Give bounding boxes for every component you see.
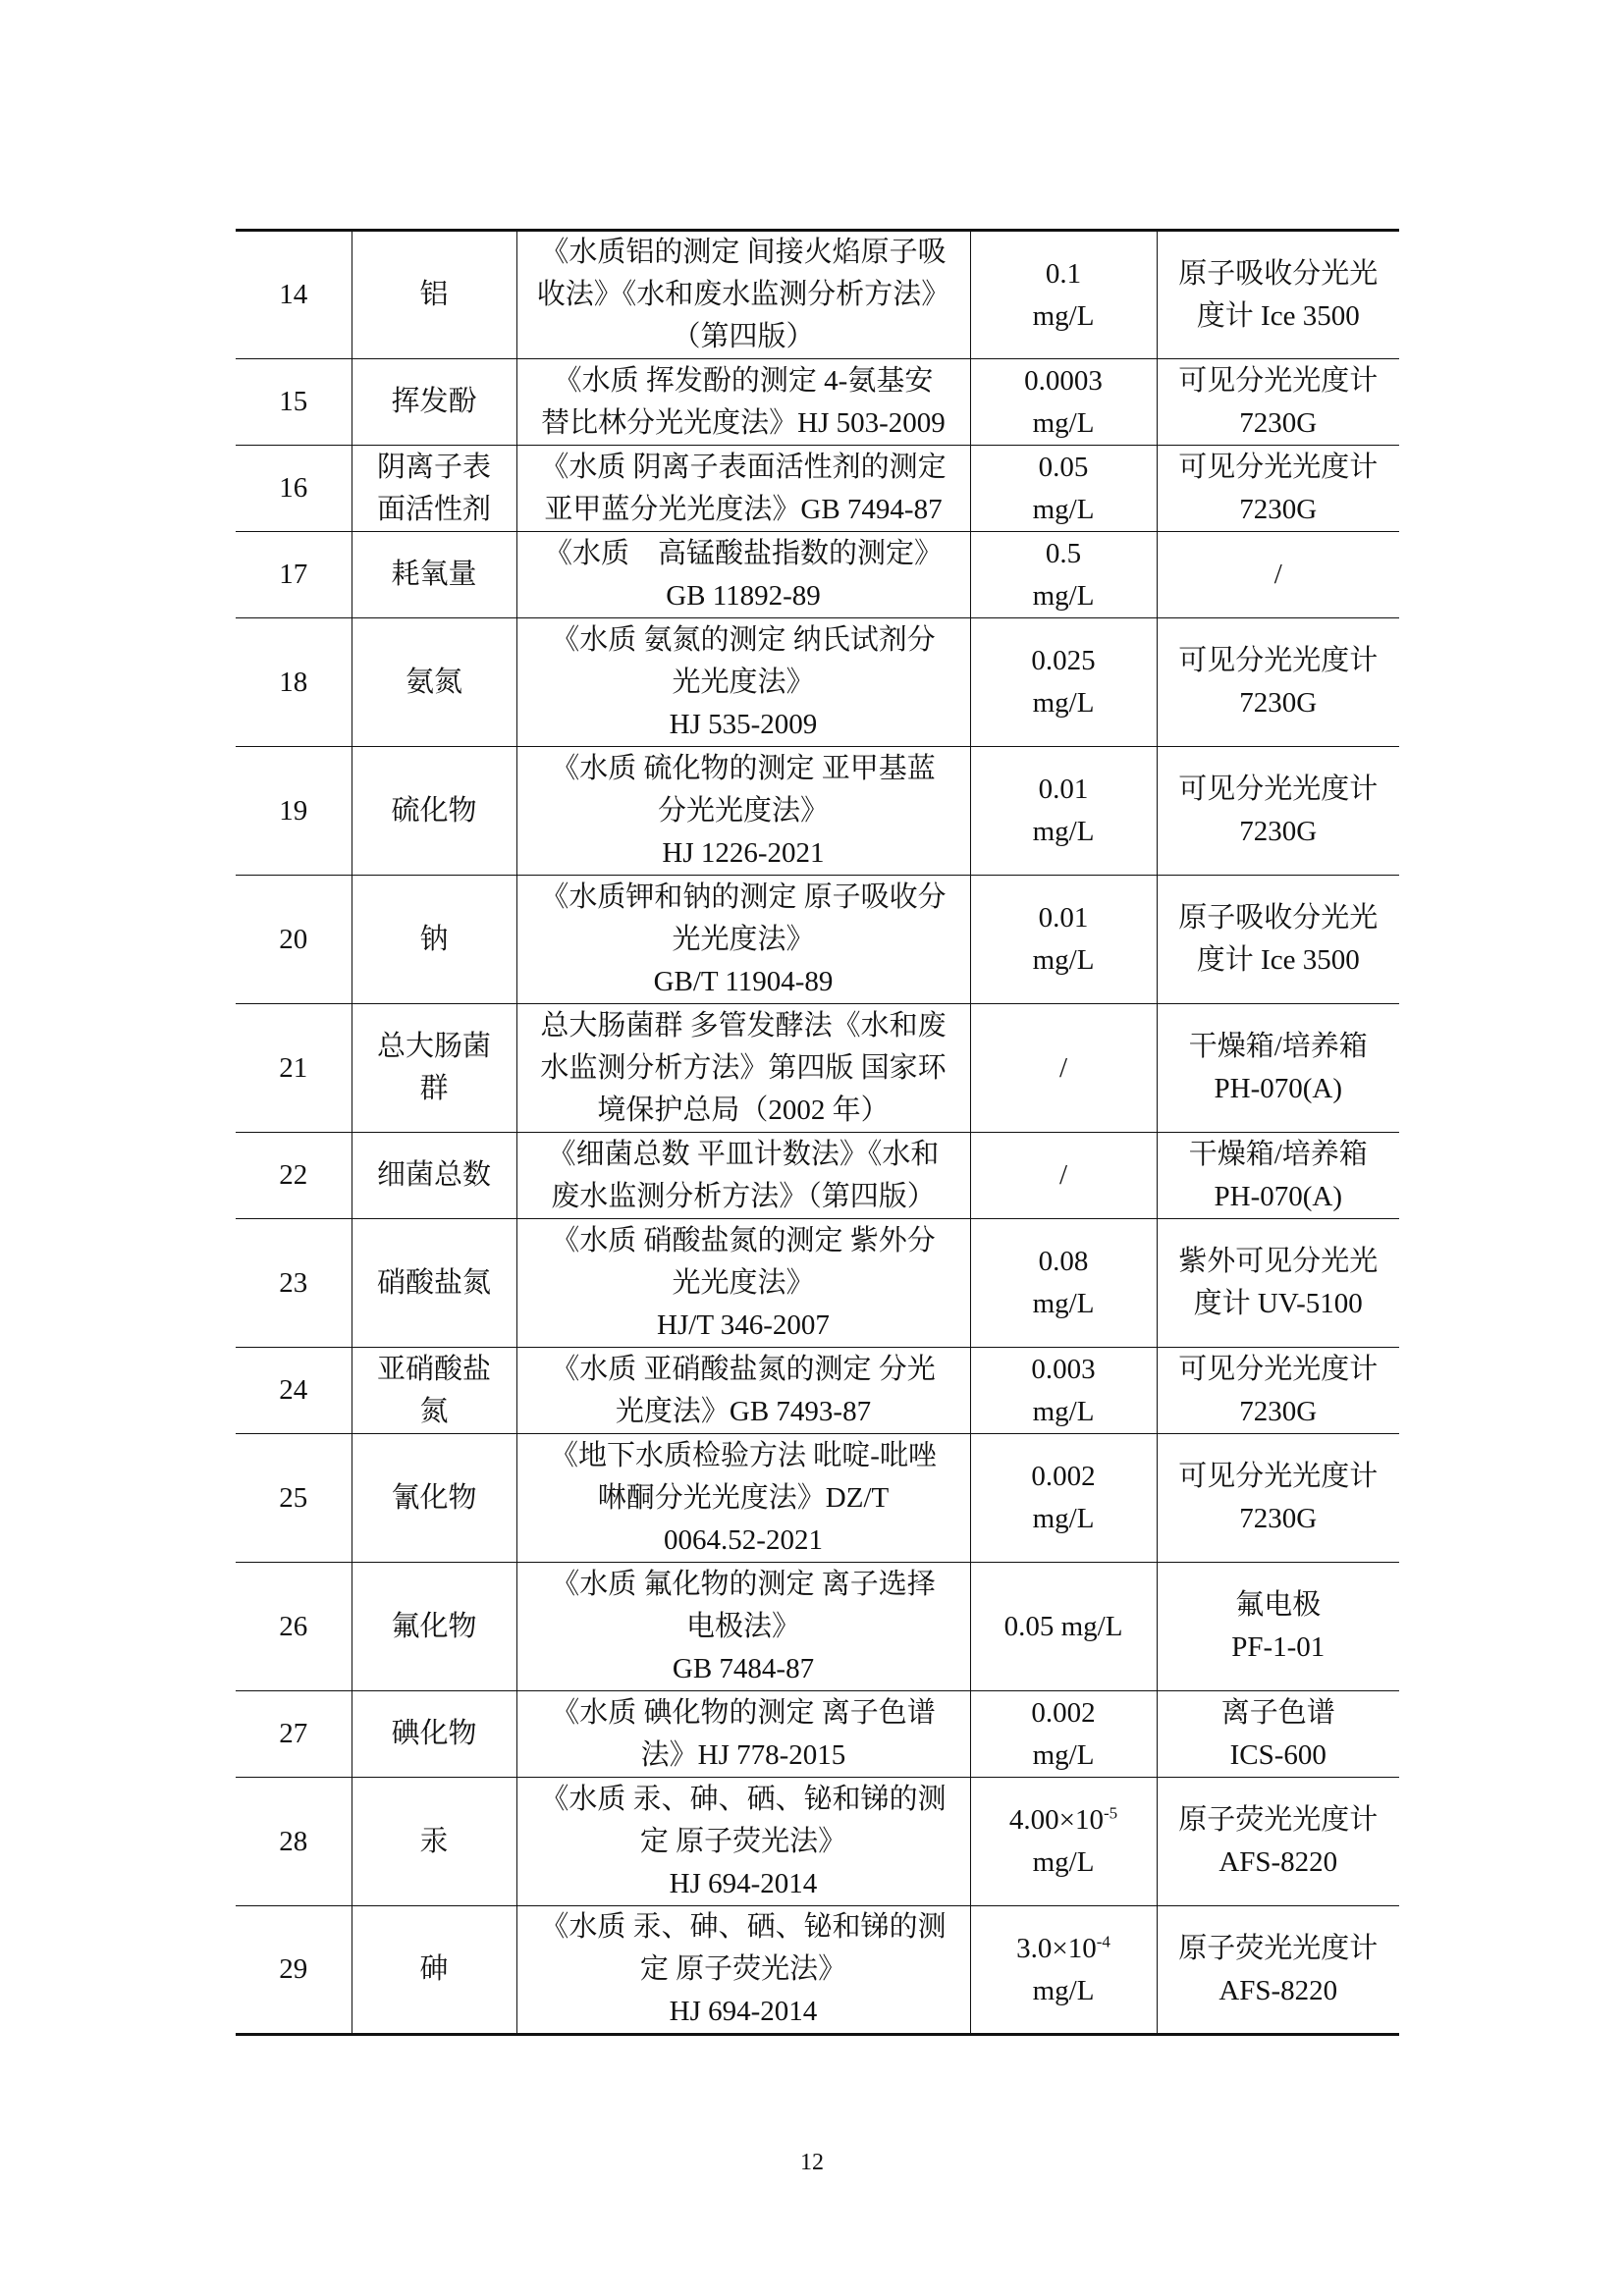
table-row — [236, 1348, 1399, 1434]
item-name: 钠 — [419, 923, 449, 955]
row-number: 29 — [279, 1953, 308, 1985]
row-number: 25 — [279, 1481, 308, 1514]
item-name: 总大肠菌 — [376, 1031, 491, 1062]
detection-limit-cell — [970, 1906, 1157, 2035]
method-text: HJ 1226-2021 — [662, 836, 825, 869]
instrument-cell — [1157, 618, 1399, 747]
item-name: 氟化物 — [391, 1610, 477, 1642]
item-cell — [352, 1434, 516, 1563]
detection-limit-base: 4.00×10 — [1008, 1804, 1104, 1836]
instrument-cell — [1157, 747, 1399, 876]
item-cell — [352, 747, 516, 876]
detection-limit-cell — [970, 446, 1157, 532]
method-text: 电极法》 — [685, 1610, 800, 1642]
method-cell — [516, 1434, 970, 1563]
instrument-cell — [1157, 532, 1399, 618]
instrument-text: 7230G — [1239, 493, 1318, 525]
detection-limit-text: mg/L — [1032, 944, 1095, 976]
instrument-text: 可见分光光度计 — [1178, 364, 1379, 397]
row-number-cell — [236, 1219, 352, 1348]
table-row — [236, 1004, 1399, 1133]
instrument-text: / — [1273, 559, 1282, 590]
instrument-cell — [1157, 231, 1399, 359]
detection-limit-text: 0.05 — [1038, 451, 1089, 483]
item-name: 阴离子表 — [376, 451, 491, 483]
row-number: 20 — [279, 923, 308, 955]
instrument-cell — [1157, 1133, 1399, 1219]
row-number-cell — [236, 532, 352, 618]
instrument-text: 可见分光光度计 — [1178, 451, 1379, 483]
item-cell — [352, 1778, 516, 1906]
detection-limit-cell — [970, 1219, 1157, 1348]
method-text: 《水质 氨氮的测定 纳氏试剂分 — [551, 623, 936, 656]
method-text: GB 11892-89 — [666, 579, 821, 612]
method-cell — [516, 1691, 970, 1778]
instrument-text: PF-1-01 — [1231, 1631, 1326, 1663]
item-cell — [352, 618, 516, 747]
method-cell — [516, 618, 970, 747]
instrument-cell — [1157, 876, 1399, 1004]
method-text: 境保护总局（2002 年） — [597, 1094, 890, 1126]
detection-limit-text: 0.5 — [1045, 537, 1082, 569]
row-number: 27 — [279, 1718, 308, 1749]
item-name: 挥发酚 — [391, 386, 477, 417]
item-cell — [352, 1004, 516, 1133]
method-text: 亚甲蓝分光光度法》GB 7494-87 — [544, 493, 943, 525]
detection-limit-exponent: -5 — [1103, 1803, 1118, 1823]
method-text: 法》HJ 778-2015 — [640, 1738, 846, 1771]
instrument-cell — [1157, 446, 1399, 532]
method-text: 《细菌总数 平皿计数法》《水和 — [547, 1138, 940, 1170]
instrument-text: 干燥箱/培养箱 — [1188, 1138, 1368, 1170]
detection-limit-cell — [970, 618, 1157, 747]
table-body — [236, 231, 1399, 2035]
method-text: 啉酮分光光度法》DZ/T — [597, 1481, 890, 1514]
row-number: 18 — [279, 666, 308, 698]
item-cell — [352, 876, 516, 1004]
detection-limit-text: mg/L — [1032, 299, 1095, 332]
table-row — [236, 1906, 1399, 2035]
method-text: 替比林分光光度法》HJ 503-2009 — [541, 406, 946, 439]
detection-limit-cell — [970, 1691, 1157, 1778]
detection-limit-text: 0.025 — [1031, 645, 1096, 676]
instrument-cell — [1157, 1004, 1399, 1133]
table-row — [236, 876, 1399, 1004]
instrument-text: 度计 Ice 3500 — [1196, 944, 1360, 976]
method-text: 废水监测分析方法》（第四版） — [551, 1180, 936, 1212]
table-row — [236, 1434, 1399, 1563]
method-text: 光度法》GB 7493-87 — [615, 1395, 872, 1427]
instrument-text: ICS-600 — [1229, 1738, 1326, 1771]
detection-methods-table — [236, 229, 1399, 2036]
page-number: 12 — [800, 2150, 824, 2175]
detection-limit-cell — [970, 1778, 1157, 1906]
method-text: 《水质 碘化物的测定 离子色谱 — [551, 1696, 936, 1729]
item-name: 汞 — [419, 1825, 449, 1857]
row-number-cell — [236, 1778, 352, 1906]
item-cell — [352, 1348, 516, 1434]
instrument-text: 可见分光光度计 — [1178, 1353, 1379, 1385]
item-cell — [352, 1906, 516, 2035]
method-text: 光光度法》 — [672, 923, 815, 955]
instrument-cell — [1157, 1778, 1399, 1906]
item-cell — [352, 1563, 516, 1691]
item-name: 氨氮 — [405, 666, 462, 698]
detection-limit-text: mg/L — [1032, 493, 1095, 525]
detection-limit-text: 0.01 — [1038, 774, 1089, 805]
table-row — [236, 1778, 1399, 1906]
method-text: 《水质 氟化物的测定 离子选择 — [551, 1568, 936, 1600]
row-number: 26 — [279, 1610, 308, 1642]
instrument-text: PH-070(A) — [1214, 1180, 1342, 1212]
method-cell — [516, 1004, 970, 1133]
instrument-text: 氟电极 — [1235, 1589, 1322, 1621]
instrument-cell — [1157, 1434, 1399, 1563]
detection-limit-text: / — [1058, 1051, 1068, 1084]
detection-limit-cell — [970, 1348, 1157, 1434]
method-text: 《水质 亚硝酸盐氮的测定 分光 — [551, 1353, 936, 1385]
table-row — [236, 1219, 1399, 1348]
row-number-cell — [236, 1348, 352, 1434]
instrument-text: AFS-8220 — [1218, 1846, 1338, 1878]
detection-limit-text: 0.1 — [1045, 257, 1082, 290]
method-cell — [516, 359, 970, 446]
item-cell — [352, 231, 516, 359]
method-text: HJ 535-2009 — [669, 708, 818, 740]
method-text: 《地下水质检验方法 吡啶-吡唑 — [550, 1439, 937, 1471]
item-cell — [352, 532, 516, 618]
row-number: 28 — [279, 1825, 308, 1857]
instrument-text: 原子吸收分光光 — [1178, 257, 1379, 290]
instrument-cell — [1157, 359, 1399, 446]
row-number-cell — [236, 618, 352, 747]
method-text: （第四版） — [672, 321, 815, 352]
method-cell — [516, 1778, 970, 1906]
row-number: 17 — [279, 559, 308, 590]
method-cell — [516, 1133, 970, 1219]
row-number-cell — [236, 231, 352, 359]
method-text: 定 原子荧光法》 — [639, 1953, 847, 1985]
item-name: 面活性剂 — [376, 493, 491, 525]
detection-limit-cell — [970, 1434, 1157, 1563]
detection-limit-text: 0.01 — [1038, 902, 1089, 934]
method-text: 总大肠菌群 多管发酵法《水和废 — [540, 1009, 947, 1041]
detection-limit-text: mg/L — [1032, 406, 1095, 439]
method-text: 收法》《水和废水监测分析方法》 — [536, 279, 950, 310]
method-cell — [516, 876, 970, 1004]
detection-limit-text: mg/L — [1032, 1503, 1095, 1534]
method-text: GB/T 11904-89 — [653, 965, 834, 997]
instrument-text: 可见分光光度计 — [1178, 774, 1379, 805]
instrument-text: 度计 UV-5100 — [1193, 1288, 1363, 1319]
item-name: 氮 — [419, 1395, 449, 1427]
method-text: 《水质 硫化物的测定 亚甲基蓝 — [551, 752, 936, 784]
row-number-cell — [236, 747, 352, 876]
item-cell — [352, 359, 516, 446]
method-text: 定 原子荧光法》 — [639, 1825, 847, 1857]
detection-limit-text: 0.05 mg/L — [1003, 1610, 1123, 1642]
detection-limit-text: mg/L — [1032, 687, 1095, 719]
method-text: 《水质 阴离子表面活性剂的测定 — [540, 451, 947, 483]
item-cell — [352, 446, 516, 532]
method-text: HJ/T 346-2007 — [657, 1308, 830, 1341]
item-name: 碘化物 — [391, 1718, 477, 1749]
detection-limit-text: / — [1058, 1159, 1068, 1191]
item-name: 氰化物 — [391, 1481, 477, 1514]
item-name: 细菌总数 — [376, 1159, 491, 1191]
item-name: 耗氧量 — [391, 559, 477, 590]
detection-limit-cell — [970, 747, 1157, 876]
instrument-text: PH-070(A) — [1214, 1073, 1342, 1104]
detection-limit-text: 0.002 — [1031, 1461, 1096, 1492]
row-number: 19 — [279, 794, 308, 827]
row-number-cell — [236, 1133, 352, 1219]
row-number-cell — [236, 446, 352, 532]
detection-limit-base: 3.0×10 — [1016, 1932, 1097, 1964]
detection-limit-text: 0.002 — [1031, 1696, 1096, 1729]
detection-limit-text: mg/L — [1032, 1846, 1095, 1878]
detection-limit-cell — [970, 876, 1157, 1004]
instrument-cell — [1157, 1691, 1399, 1778]
method-cell — [516, 1906, 970, 2035]
instrument-text: 原子吸收分光光 — [1178, 902, 1379, 934]
method-text: 水监测分析方法》第四版 国家环 — [540, 1051, 947, 1084]
detection-limit-value — [975, 1928, 1153, 1970]
instrument-text: 可见分光光度计 — [1178, 645, 1379, 676]
row-number: 21 — [279, 1051, 308, 1084]
method-cell — [516, 1563, 970, 1691]
item-name: 群 — [419, 1073, 449, 1104]
detection-limit-cell — [970, 1563, 1157, 1691]
detection-limit-text: mg/L — [1032, 1974, 1095, 2006]
row-number: 23 — [279, 1266, 308, 1299]
detection-limit-cell — [970, 359, 1157, 446]
detection-limit-text: mg/L — [1032, 1288, 1095, 1319]
instrument-text: 原子荧光光度计 — [1178, 1932, 1379, 1964]
item-name: 亚硝酸盐 — [376, 1353, 491, 1385]
method-cell — [516, 532, 970, 618]
table-row — [236, 747, 1399, 876]
detection-limit-cell — [970, 231, 1157, 359]
instrument-text: 7230G — [1239, 406, 1318, 439]
table-row — [236, 532, 1399, 618]
row-number: 22 — [279, 1159, 308, 1191]
item-name: 砷 — [419, 1953, 449, 1985]
row-number-cell — [236, 1691, 352, 1778]
instrument-text: 原子荧光光度计 — [1178, 1804, 1379, 1836]
detection-limit-text: mg/L — [1032, 816, 1095, 847]
method-text: HJ 694-2014 — [669, 1996, 818, 2027]
method-text: 《水质铝的测定 间接火焰原子吸 — [540, 237, 947, 268]
instrument-text: 7230G — [1239, 1503, 1318, 1534]
row-number-cell — [236, 359, 352, 446]
detection-limit-text: 0.003 — [1031, 1353, 1096, 1385]
method-text: 《水质 汞、砷、硒、铋和锑的测 — [540, 1783, 947, 1815]
instrument-text: 紫外可见分光光 — [1178, 1246, 1379, 1277]
detection-limit-text: 0.08 — [1038, 1246, 1089, 1277]
method-text: HJ 694-2014 — [669, 1867, 818, 1899]
instrument-text: 干燥箱/培养箱 — [1188, 1031, 1368, 1062]
detection-limit-value — [975, 1799, 1153, 1842]
detection-limit-cell — [970, 532, 1157, 618]
item-cell — [352, 1691, 516, 1778]
method-text: 《水质 硝酸盐氮的测定 紫外分 — [551, 1224, 936, 1256]
table-row — [236, 1133, 1399, 1219]
method-text: 《水质 汞、砷、硒、铋和锑的测 — [540, 1911, 947, 1943]
item-name: 硫化物 — [391, 794, 477, 827]
method-text: 光光度法》 — [672, 1266, 815, 1299]
table-row — [236, 446, 1399, 532]
item-cell — [352, 1133, 516, 1219]
method-text: 《水质 高锰酸盐指数的测定》 — [543, 537, 943, 569]
method-cell — [516, 231, 970, 359]
row-number-cell — [236, 1434, 352, 1563]
instrument-text: 7230G — [1239, 1395, 1318, 1427]
item-name: 铝 — [419, 279, 449, 310]
detection-limit-text: mg/L — [1032, 1395, 1095, 1427]
row-number: 14 — [279, 279, 308, 310]
item-name: 硝酸盐氮 — [376, 1266, 491, 1299]
row-number: 24 — [279, 1374, 308, 1406]
method-text: 0064.52-2021 — [664, 1523, 823, 1556]
table-row — [236, 618, 1399, 747]
method-text: 分光光度法》 — [657, 794, 829, 827]
method-text: 光光度法》 — [672, 666, 815, 698]
instrument-text: 7230G — [1239, 816, 1318, 847]
table-row — [236, 231, 1399, 359]
instrument-cell — [1157, 1906, 1399, 2035]
detection-limit-text: 0.0003 — [1024, 364, 1103, 397]
method-text: 《水质钾和钠的测定 原子吸收分 — [540, 881, 947, 913]
instrument-text: 离子色谱 — [1220, 1696, 1335, 1729]
row-number-cell — [236, 876, 352, 1004]
method-cell — [516, 1348, 970, 1434]
method-cell — [516, 747, 970, 876]
item-cell — [352, 1219, 516, 1348]
instrument-text: 7230G — [1239, 687, 1318, 719]
instrument-cell — [1157, 1348, 1399, 1434]
instrument-text: 可见分光光度计 — [1178, 1461, 1379, 1492]
table-row — [236, 1691, 1399, 1778]
instrument-cell — [1157, 1563, 1399, 1691]
instrument-cell — [1157, 1219, 1399, 1348]
detection-limit-text: mg/L — [1032, 1738, 1095, 1771]
table-row — [236, 1563, 1399, 1691]
instrument-text: AFS-8220 — [1218, 1974, 1338, 2006]
detection-limit-exponent: -4 — [1096, 1931, 1110, 1950]
method-cell — [516, 446, 970, 532]
method-text: GB 7484-87 — [672, 1652, 815, 1684]
detection-limit-cell — [970, 1004, 1157, 1133]
row-number-cell — [236, 1004, 352, 1133]
row-number-cell — [236, 1906, 352, 2035]
row-number: 16 — [279, 472, 308, 504]
method-text: 《水质 挥发酚的测定 4-氨基安 — [553, 364, 934, 397]
row-number: 15 — [279, 386, 308, 417]
row-number-cell — [236, 1563, 352, 1691]
table-row — [236, 359, 1399, 446]
instrument-text: 度计 Ice 3500 — [1196, 299, 1360, 332]
detection-limit-cell — [970, 1133, 1157, 1219]
detection-limit-text: mg/L — [1032, 579, 1095, 612]
method-cell — [516, 1219, 970, 1348]
